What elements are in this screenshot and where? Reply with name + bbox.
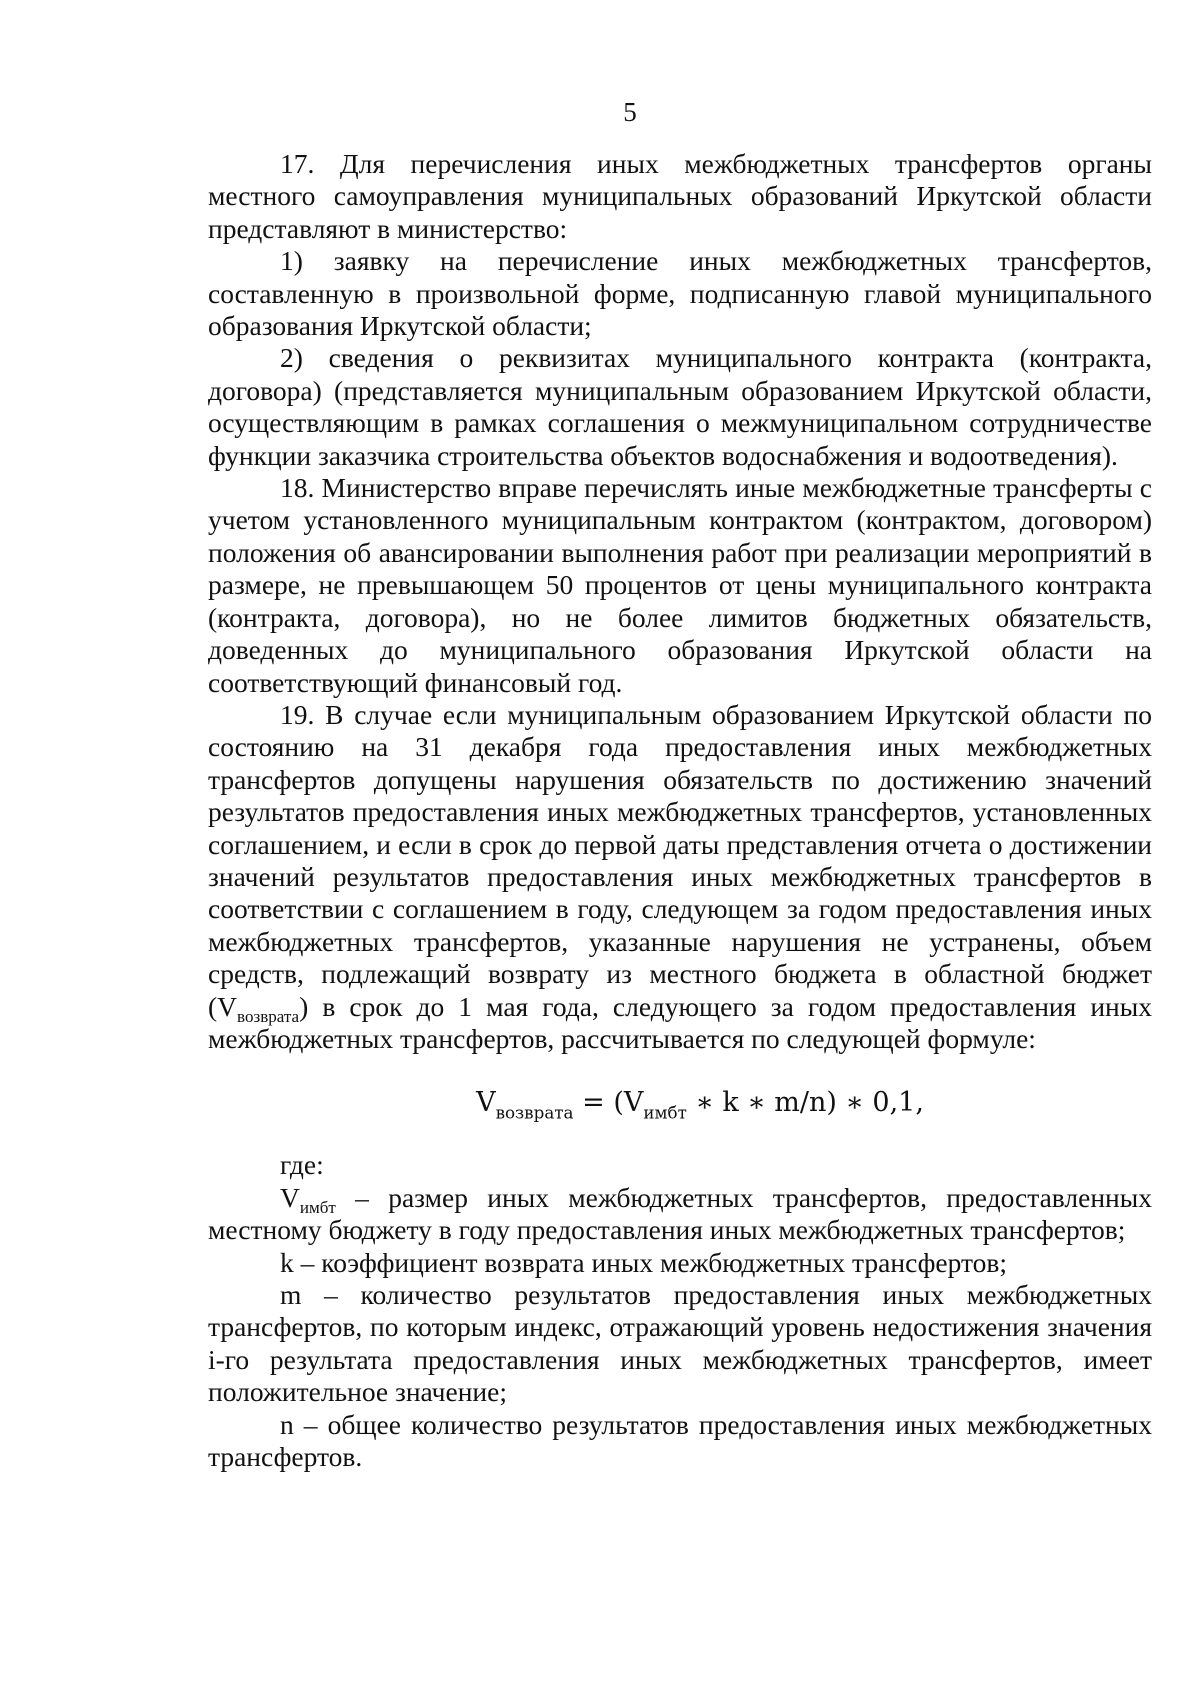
clause-17-item-2: 2) сведения о реквизитах муниципального контракта (контракта, договора) (представляется муниципальным образованием Иркутской области, осуществляющим в рамках соглашения о межмуниципальном сотрудничестве функции заказчика строительства объектов водоснабжения и водоотведения). — [208, 342, 1152, 471]
definition-k: k – коэффициент возврата иных межбюджетных трансфертов; — [280, 1246, 1008, 1278]
clause-19-v-subscript: возврата — [237, 1006, 300, 1026]
clause-19-text-start: 19. В случае если муниципальным образованием Иркутской области по состоянию на 31 декабря года предоставления иных межбюджетных трансфертов допущены нарушения обязательств по достижению значений результатов предоставления иных межбюджетных трансфертов, установленных соглашением, и если в срок до первой даты представления отчета о достижении значений результатов предоставления иных межбюджетных трансфертов в соответствии с соглашением в году, следующем за годом предоставления иных межбюджетных трансфертов, указанные нарушения не устранены, объем средств, подлежащий возврату из местного бюджета в областной бюджет (V — [208, 698, 1152, 1022]
formula-lhs-subscript: возврата — [495, 1102, 574, 1123]
definition-m: m – количество результатов предоставления иных межбюджетных трансфертов, по которым индекс, отражающий уровень недостижения значения i-го результата предоставления иных межбюджетных трансфертов, имеет положительное значение; — [208, 1279, 1152, 1408]
definition-v-imbt — [208, 1182, 1152, 1247]
formula-rhs: ∗ k ∗ m/n) ∗ 0,1, — [686, 1087, 924, 1119]
definition-v-text: – размер иных межбюджетных трансфертов, предоставленных местному бюджету в году предоставления иных межбюджетных трансфертов; — [208, 1181, 1152, 1246]
clause-17-item-1: 1) заявку на перечисление иных межбюджетных трансфертов, составленную в произвольной форме, подписанную главой муниципального образования Иркутской области; — [208, 245, 1152, 342]
definition-v-symbol: V — [280, 1181, 300, 1213]
page-number: 5 — [623, 97, 637, 127]
formula-lhs-symbol: V — [476, 1087, 496, 1119]
clause-19 — [208, 699, 1152, 1055]
return-formula — [208, 1083, 1152, 1123]
document-body — [208, 148, 1152, 1473]
clause-18: 18. Министерство вправе перечислять иные межбюджетные трансферты с учетом установленного муниципальным контрактом (контрактом, договором) положения об авансировании выполнения работ при реализации мероприятий в размере, не превышающем 50 процентов от цены муниципального контракта (контракта, договора), но не более лимитов бюджетных обязательств, доведенных до муниципального образования Иркутской области на соответствующий финансовый год. — [208, 472, 1152, 698]
where-label: где: — [280, 1149, 324, 1181]
formula-equals: = (V — [573, 1087, 644, 1119]
clause-17-intro: 17. Для перечисления иных межбюджетных трансфертов органы местного самоуправления муниципальных образований Иркутской области представляют в министерство: — [208, 148, 1152, 244]
definition-n: n – общее количество результатов предоставления иных межбюджетных трансфертов. — [208, 1408, 1152, 1473]
definition-v-subscript: имбт — [299, 1197, 336, 1217]
clause-19-text-end: ) в срок до 1 мая года, следующего за годом предоставления иных межбюджетных трансфертов, рассчитывается по следующей формуле: — [208, 990, 1152, 1054]
formula-imbt-subscript: имбт — [643, 1102, 687, 1123]
